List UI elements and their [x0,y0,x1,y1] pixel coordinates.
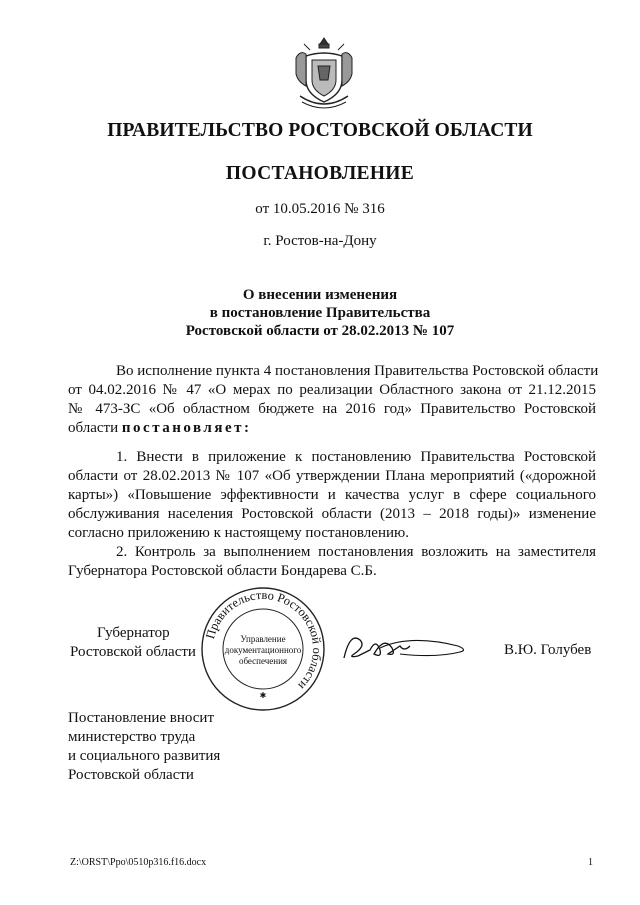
note-line: министерство труда [68,729,196,745]
item-line: Губернатора Ростовской области Бондарева С.Б. [68,563,377,579]
stamp-center-text: Управление [240,634,286,644]
subject-line: О внесении изменения [242,287,398,303]
handwritten-signature [340,628,470,668]
item-line: 2. Контроль за выполнением постановления возложить на заместителя [116,544,596,560]
item-2-paragraph [68,543,596,581]
note-line: Ростовской области [68,767,194,783]
note-line: и социального развития [68,748,221,764]
document-type-title: ПОСТАНОВЛЕНИЕ [225,163,415,184]
organization-title: ПРАВИТЕЛЬСТВО РОСТОВСКОЙ ОБЛАСТИ [107,120,533,141]
preamble-last-line [68,419,596,438]
coat-of-arms-emblem [292,36,356,112]
item-1-paragraph [68,448,596,543]
decree-word: постановляет: [121,420,252,436]
subject-line: Ростовской области от 28.02.2013 № 107 [185,323,455,339]
stamp-center-text: документационного [224,645,302,655]
governor-title-line: Губернатор [97,625,170,641]
item-line: согласно приложению к настоящему постановлению. [68,525,409,541]
item-line: обслуживания населения Ростовской области (2013 – 2018 годы)» изменение [68,506,596,522]
governor-title [70,624,196,662]
preamble-prefix: области [68,420,119,436]
preamble-line: № 473-ЗС «Об областном бюджете на 2016 год» Правительство Ростовской [68,401,596,417]
item-line: карты») «Повышение эффективности и качества услуг в сфере социального [68,487,596,503]
item-line: области от 28.02.2013 № 107 «Об утверждении Плана мероприятий («дорожной [68,468,596,484]
preamble-line: Во исполнение пункта 4 постановления Правительства Ростовской области [116,363,599,379]
item-line: 1. Внести в приложение к постановлению Правительства Ростовской [116,449,596,465]
stamp-center-text: обеспечения [238,656,288,666]
governor-title-line: Ростовской области [70,644,196,660]
page-number: 1 [588,857,593,868]
stamp-star: ✱ [259,691,267,700]
city: г. Ростов-на-Дону [263,233,377,249]
stamp-ring-text: Правительство Ростовской области [203,587,325,693]
note-line: Постановление вносит [68,710,215,726]
preamble-line: от 04.02.2016 № 47 «О мерах по реализации Областного закона от 21.12.2015 [68,382,596,398]
file-path: Z:\ORST\Ppo\0510p316.f16.docx [70,857,207,868]
submitted-by-note [68,709,220,785]
official-stamp [198,584,328,714]
governor-name: В.Ю. Голубев [504,642,592,658]
preamble-paragraph [68,362,599,438]
date-number: от 10.05.2016 № 316 [255,201,385,217]
subject-line: в постановление Правительства [209,305,431,321]
subject-heading [0,286,640,340]
